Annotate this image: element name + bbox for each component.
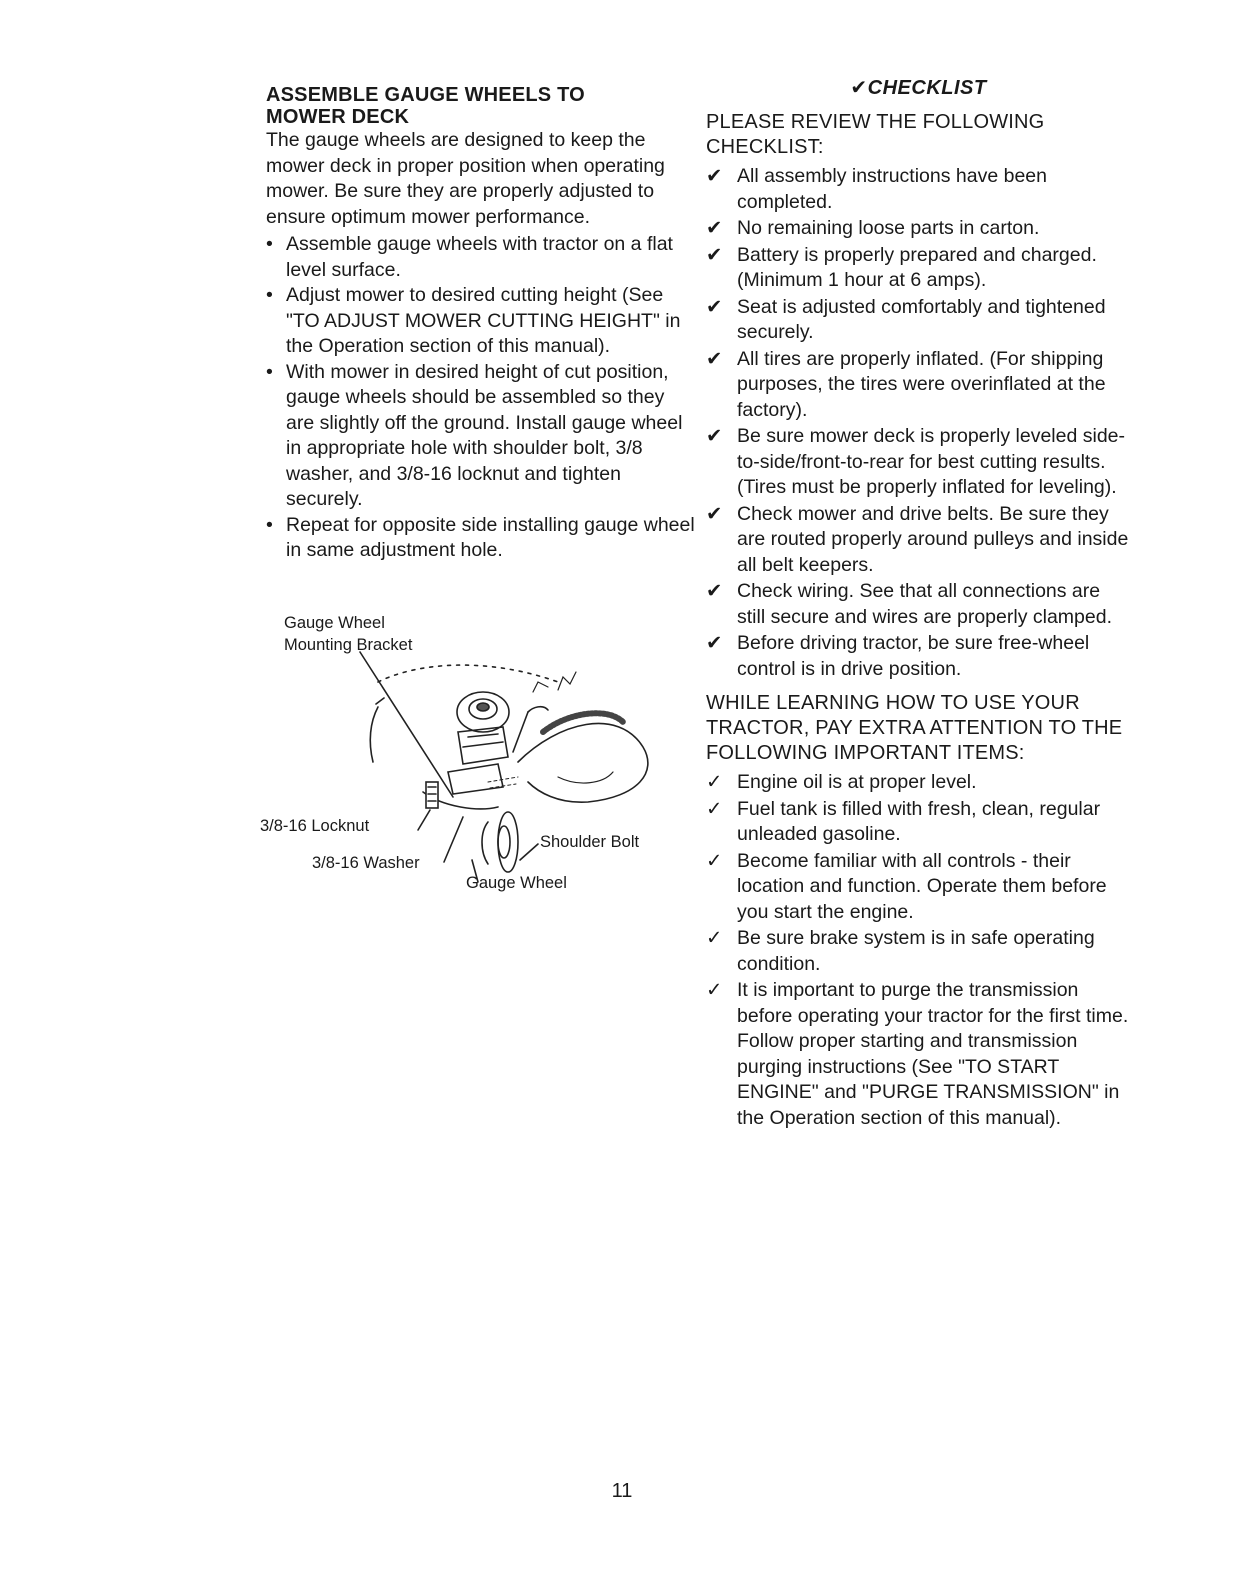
check-mark-icon: ✓ — [706, 979, 723, 1001]
check-mark-icon: ✔ — [706, 425, 723, 447]
list-item — [266, 232, 696, 283]
bullet-icon: • — [266, 513, 273, 536]
checklist-title: ✔CHECKLIST — [850, 77, 987, 99]
check-mark-icon: ✔ — [706, 243, 723, 266]
check-mark-icon: ✔ — [706, 502, 723, 525]
checklist-intro: PLEASE REVIEW THE FOLLOWING CHECKLIST: — [706, 111, 1045, 158]
checklist-item — [706, 295, 1131, 346]
page-number: 11 — [611, 1480, 633, 1502]
check-mark-icon: ✓ — [706, 849, 723, 872]
important-items-list — [706, 770, 1131, 1131]
important-item-text: Be sure brake system is in safe operating condition. — [737, 927, 1095, 975]
checklist-item-text: Check mower and drive belts. Be sure they are routed properly around pulleys and inside all belt keepers. — [737, 502, 1129, 576]
assembly-steps — [266, 232, 696, 564]
check-mark-icon: ✓ — [706, 771, 723, 793]
checklist-item-text: Be sure mower deck is properly leveled side-to-side/front-to-rear for best cutting results. (Tires must be properly inflated for leveling). — [737, 425, 1126, 498]
checklist-item-text: All assembly instructions have been completed. — [737, 165, 1047, 213]
bullet-icon: • — [266, 233, 273, 255]
label-locknut: 3/8-16 Locknut — [260, 817, 370, 835]
checklist-item-text: Check wiring. See that all connections are still secure and wires are properly clamped. — [737, 580, 1112, 628]
important-item-text: Become familiar with all controls - their location and function. Operate them before you start the engine. — [737, 849, 1107, 923]
checklist-item — [706, 216, 1131, 242]
important-item-text: Engine oil is at proper level. — [737, 771, 977, 793]
important-item — [706, 978, 1131, 1131]
learning-heading: WHILE LEARNING HOW TO USE YOUR TRACTOR, PAY EXTRA ATTENTION TO THE FOLLOWING IMPORTANT ITEMS: — [706, 692, 1123, 764]
important-item-text: Fuel tank is filled with fresh, clean, regular unleaded gasoline. — [737, 797, 1101, 845]
label-washer: 3/8-16 Washer — [312, 854, 420, 872]
section-heading-line2: MOWER DECK — [266, 106, 410, 128]
check-mark-icon: ✔ — [706, 165, 723, 187]
list-item-text: With mower in desired height of cut position, gauge wheels should be assembled so they are slightly off the ground. Install gauge wheel in appropriate hole with shoulder bolt, 3/8 washer, and 3/8-16 locknut and tighten securely. — [286, 360, 683, 510]
checklist-item-text: Seat is adjusted comfortably and tightened securely. — [737, 295, 1106, 343]
important-item-text: It is important to purge the transmission before operating your tractor for the first time. Follow proper starting and transmission purging instructions (See "TO START ENGINE" and "PURGE TRANSMISSION" in the Operation section of this manual). — [737, 979, 1129, 1129]
important-item — [706, 770, 1131, 796]
checklist-item — [706, 243, 1131, 294]
checklist-item — [706, 164, 1131, 215]
check-mark-icon: ✔ — [706, 347, 723, 370]
list-item — [266, 283, 696, 360]
important-item — [706, 849, 1131, 926]
checklist-item — [706, 502, 1131, 579]
check-mark-icon: ✔ — [706, 217, 723, 239]
checklist-item — [706, 347, 1131, 424]
list-item — [266, 513, 696, 564]
label-gauge-wheel: Gauge Wheel — [466, 874, 567, 892]
gauge-wheel-diagram — [258, 612, 678, 902]
label-bracket-line1: Gauge Wheel — [284, 614, 385, 632]
important-item — [706, 926, 1131, 977]
check-mark-icon: ✔ — [706, 295, 723, 318]
check-mark-icon: ✓ — [706, 797, 723, 820]
checklist — [706, 164, 1131, 682]
section-intro: The gauge wheels are designed to keep the mower deck in proper position when operating mower. Be sure they are properly adjusted to ensure optimum mower performance. — [266, 129, 665, 228]
list-item — [266, 360, 696, 513]
check-mark-icon: ✓ — [706, 927, 723, 949]
section-heading — [266, 84, 696, 128]
check-mark-icon: ✔ — [706, 580, 723, 602]
section-heading-line1: ASSEMBLE GAUGE WHEELS TO — [266, 84, 585, 106]
label-shoulder-bolt: Shoulder Bolt — [540, 833, 640, 851]
checklist-item — [706, 579, 1131, 630]
check-mark-icon: ✔ — [706, 632, 723, 654]
checklist-item — [706, 424, 1131, 501]
list-item-text: Repeat for opposite side installing gauge wheel in same adjustment hole. — [286, 513, 695, 561]
checklist-item-text: Battery is properly prepared and charged. (Minimum 1 hour at 6 amps). — [737, 243, 1097, 291]
list-item-text: Adjust mower to desired cutting height (See "TO ADJUST MOWER CUTTING HEIGHT" in the Operation section of this manual). — [286, 284, 681, 357]
bullet-icon: • — [266, 360, 273, 383]
checklist-item-text: All tires are properly inflated. (For shipping purposes, the tires were overinflated at the factory). — [737, 347, 1106, 421]
assemble-gauge-wheels-section — [266, 84, 696, 564]
list-item-text: Assemble gauge wheels with tractor on a flat level surface. — [286, 233, 673, 281]
checklist-item-text: Before driving tractor, be sure free-wheel control is in drive position. — [737, 632, 1090, 680]
checklist-section — [706, 76, 1131, 1132]
label-bracket-line2: Mounting Bracket — [284, 636, 413, 654]
bullet-icon: • — [266, 284, 273, 306]
checklist-item — [706, 631, 1131, 682]
checklist-item-text: No remaining loose parts in carton. — [737, 217, 1040, 239]
important-item — [706, 797, 1131, 848]
